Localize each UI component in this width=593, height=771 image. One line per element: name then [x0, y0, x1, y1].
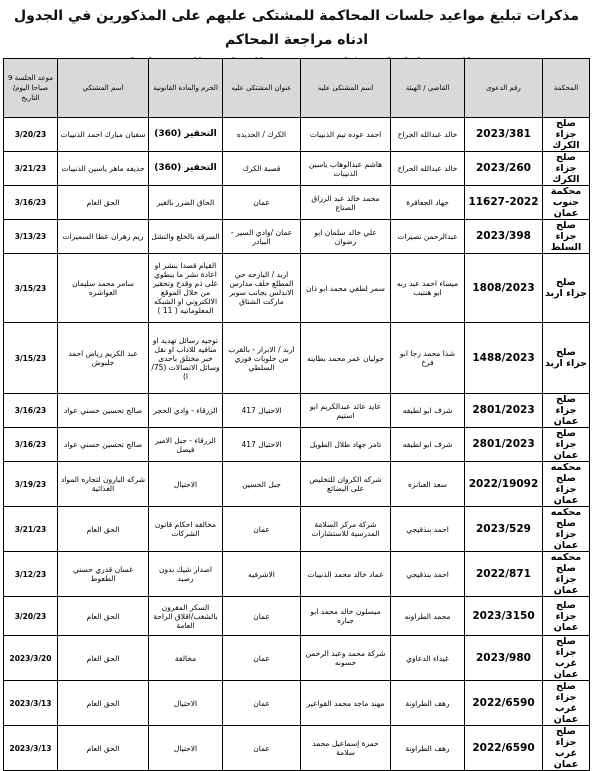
cell-defendant: شركه الكروان للتخليص على البضائع	[301, 462, 391, 507]
cell-complainant: حذيفه ماهر ياسين الذنيبات	[58, 152, 149, 186]
cell-charge: الاحتيال	[149, 681, 223, 726]
cell-court: صلح جزاء الكرك	[543, 152, 590, 186]
header-case-number: رقم الدعوى	[465, 59, 543, 118]
cell-defendant: سمر لطفي محمد ابو ذان	[301, 254, 391, 323]
cell-charge: القيام قصدا بنشر او اعادة نشر ما ينطوي على ذم وقدح وتحقير من خلال الموقع الالكتروني او الشبكه المعلوماتيه ( 11 )	[149, 254, 223, 323]
table-row	[4, 507, 590, 552]
cell-judge: سعد العنانزه	[391, 462, 465, 507]
cell-case-number: 2022/19092	[465, 462, 543, 507]
cell-complainant: صالح تحسين حسني عواد	[58, 428, 149, 462]
cell-charge: الزرقاء - جبل الامير فيصل	[149, 428, 223, 462]
cell-court: محكمه صلح جزاء عمان	[543, 462, 590, 507]
cell-court: صلح جزاء عمان	[543, 597, 590, 636]
cell-date: 2023/3/13	[4, 726, 58, 771]
cell-charge: الزرقاء - وادي الحجر	[149, 394, 223, 428]
cell-case-number: 2023/381	[465, 118, 543, 152]
table-body	[4, 118, 590, 771]
cell-judge: ميساء احمد عبد ربه ابو هنتيب	[391, 254, 465, 323]
cell-judge: شذا محمد رجا ابو فرخ	[391, 323, 465, 394]
cell-court: صلح جزاء اربد	[543, 254, 590, 323]
table-header-row	[4, 59, 590, 118]
cell-defendant: هاشم عبدالوهاب ياسين الذنيبات	[301, 152, 391, 186]
cell-case-number: 2023/260	[465, 152, 543, 186]
cell-address: عمان	[223, 636, 301, 681]
cell-date: 2023/3/13	[4, 681, 58, 726]
cell-charge: السرقه بالخلع والتشل	[149, 220, 223, 254]
header-complainant: اسم المشتكي	[58, 59, 149, 118]
cell-defendant: حمزة إسماعيل محمد سلامة	[301, 726, 391, 771]
cell-case-number: 2023/529	[465, 507, 543, 552]
title-line-1: مذكرات تبليغ مواعيد جلسات المحاكمة للمشتكى عليهم على المذكورين في الجدول ادناه مراجعة المحاكم	[13, 8, 580, 48]
cell-charge: مخالفة	[149, 636, 223, 681]
cell-complainant: ريم زهران عطا السميرات	[58, 220, 149, 254]
cell-charge: التحقير (360)	[149, 152, 223, 186]
cell-case-number: 2023/980	[465, 636, 543, 681]
cell-defendant: علي خالد سلمان ابو رضوان	[301, 220, 391, 254]
cell-case-number: 2023/398	[465, 220, 543, 254]
cell-judge: رهف الطراونة	[391, 726, 465, 771]
cell-case-number: 2023/3150	[465, 597, 543, 636]
cell-date: 3/16/23	[4, 186, 58, 220]
cell-address: اربد / الابرار - بالقرب من حلويات فوزي السلطي	[223, 323, 301, 394]
cell-court: صلح جزاء عمان	[543, 394, 590, 428]
cell-address: الاحتيال 417	[223, 428, 301, 462]
cell-court: محكمه صلح جزاء عمان	[543, 552, 590, 597]
cell-case-number: 2022/6590	[465, 681, 543, 726]
cell-date: 3/19/23	[4, 462, 58, 507]
cell-date: 3/15/23	[4, 254, 58, 323]
cell-address: عمان	[223, 726, 301, 771]
cell-charge: التحقير (360)	[149, 118, 223, 152]
header-court: المحكمة	[543, 59, 590, 118]
cell-complainant: الحق العام	[58, 186, 149, 220]
cell-court: محكمة جنوب عمان	[543, 186, 590, 220]
cell-judge: شرف ابو لطيفه	[391, 428, 465, 462]
cell-date: 3/15/23	[4, 323, 58, 394]
cell-charge: السكر المقرون بالشغب/اقلاق الراحة العامة	[149, 597, 223, 636]
cell-address: الاشرفيه	[223, 552, 301, 597]
cell-defendant: عايد عائد عبدالكريم ابو استيم	[301, 394, 391, 428]
header-address: عنوان المشتكى عليه	[223, 59, 301, 118]
cell-case-number: 2801/2023	[465, 428, 543, 462]
cell-date: 3/20/23	[4, 118, 58, 152]
cell-address: عمان	[223, 597, 301, 636]
table-row	[4, 152, 590, 186]
cell-judge: غيداء الدعاوي	[391, 636, 465, 681]
cell-case-number: 2022/6590	[465, 726, 543, 771]
cell-charge: مخالفه احكام قانون الشركات	[149, 507, 223, 552]
cell-charge: توجيه رسائل تهديد او منافيه للاداب او نقل خبر مختلق باحدى وسائل الاتصالات (75/ا)	[149, 323, 223, 394]
cell-defendant: شركة محمد وعبد الرحمن حسونه	[301, 636, 391, 681]
cell-address: عمان	[223, 681, 301, 726]
cell-complainant: الحق العام	[58, 597, 149, 636]
cell-court: محكمه صلح جزاء عمان	[543, 507, 590, 552]
cell-judge: رهف الطراونة	[391, 681, 465, 726]
cell-date: 3/21/23	[4, 507, 58, 552]
cell-judge: احمد بنذقيجي	[391, 552, 465, 597]
cell-defendant: تامر جهاد طلال الطويل	[301, 428, 391, 462]
cell-judge: جهاد الجعافرة	[391, 186, 465, 220]
cell-defendant: مهند ماجد محمد الفواعير	[301, 681, 391, 726]
cell-address: عمان	[223, 507, 301, 552]
cell-case-number: 1808/2023	[465, 254, 543, 323]
header-date: موعد الجلسة 9 صباحا اليوم/التاريخ	[4, 59, 58, 118]
table-row	[4, 681, 590, 726]
cell-case-number: 1488/2023	[465, 323, 543, 394]
header-defendant: اسم المشتكى عليه	[301, 59, 391, 118]
table-row	[4, 597, 590, 636]
cell-court: صلح جزاء اربد	[543, 323, 590, 394]
cell-complainant: الحق العام	[58, 636, 149, 681]
cell-date: 3/16/23	[4, 428, 58, 462]
cell-defendant: جوليان عمر محمد بطاينه	[301, 323, 391, 394]
cell-defendant: عماد خالد محمد الذنيبات	[301, 552, 391, 597]
cell-judge: شرف ابو لطيفه	[391, 394, 465, 428]
cell-address: جبل الحسين	[223, 462, 301, 507]
table-row	[4, 323, 590, 394]
cell-case-number: 11627-2022	[465, 186, 543, 220]
cell-defendant: ميسلون خالد محمد ابو جباره	[301, 597, 391, 636]
table-row	[4, 636, 590, 681]
cell-complainant: عبد الكريم رياض احمد جلبوش	[58, 323, 149, 394]
cell-date: 3/20/23	[4, 597, 58, 636]
cell-judge: خالد عبدالله الجراح	[391, 152, 465, 186]
cell-address: عمان /وادي السير - البيادر	[223, 220, 301, 254]
cell-judge: محمد الطراونه	[391, 597, 465, 636]
cell-complainant: صالح تحسين حسني عواد	[58, 394, 149, 428]
cell-defendant: محمد خالد عبد الرزاق الصناع	[301, 186, 391, 220]
cell-charge: اصدار شيك بدون رصيد	[149, 552, 223, 597]
cell-date: 3/16/23	[4, 394, 58, 428]
header-charge: الجرم والمادة القانونية	[149, 59, 223, 118]
table-row	[4, 726, 590, 771]
cell-court: صلح جزاء عمان	[543, 428, 590, 462]
cell-address: الاحتيال 417	[223, 394, 301, 428]
table-row	[4, 186, 590, 220]
page-title	[4, 4, 589, 56]
cell-case-number: 2801/2023	[465, 394, 543, 428]
cell-address: الكرك / الجديده	[223, 118, 301, 152]
table-row	[4, 428, 590, 462]
cell-charge: الاحتيال	[149, 462, 223, 507]
table-row	[4, 552, 590, 597]
cell-complainant: الحق العام	[58, 681, 149, 726]
table-row	[4, 254, 590, 323]
cell-court: صلح جزاء غرب عمان	[543, 636, 590, 681]
cell-court: صلح جزاء غرب عمان	[543, 726, 590, 771]
cell-complainant: سامر محمد سليمان العواشره	[58, 254, 149, 323]
cell-case-number: 2022/871	[465, 552, 543, 597]
cell-judge: احمد بنذقيجي	[391, 507, 465, 552]
cell-date: 3/21/23	[4, 152, 58, 186]
cell-charge: الحاق الضرر بالغير	[149, 186, 223, 220]
cell-court: صلح جزاء الكرك	[543, 118, 590, 152]
cell-complainant: سفيان مبارك احمد الذنيبات	[58, 118, 149, 152]
cell-complainant: شركه البارون لتجاره المواد الغذائية	[58, 462, 149, 507]
cell-court: صلح جزاء السلط	[543, 220, 590, 254]
cell-defendant: احمد عوده تيم الذنيبات	[301, 118, 391, 152]
cell-charge: الاحتيال	[149, 726, 223, 771]
cell-judge: عبدالرحمن نصيرات	[391, 220, 465, 254]
cell-address: قصبة الكرك	[223, 152, 301, 186]
cell-address: اربد / البارحه حي المطلع خلف مدارس الاندلس بجانب سوبر ماركت الشتاق	[223, 254, 301, 323]
cell-court: صلح جزاء غرب عمان	[543, 681, 590, 726]
cell-complainant: الحق العام	[58, 726, 149, 771]
cell-defendant: شركة مركز السلامة المدرسية للاستشارات	[301, 507, 391, 552]
cell-date: 2023/3/20	[4, 636, 58, 681]
cell-judge: خالد عبدالله الجراح	[391, 118, 465, 152]
cell-date: 3/13/23	[4, 220, 58, 254]
header-judge: القاضي / الهيئة	[391, 59, 465, 118]
table-row	[4, 118, 590, 152]
cell-date: 3/12/23	[4, 552, 58, 597]
cell-complainant: الحق العام	[58, 507, 149, 552]
cell-complainant: غسان قدري حسني الطعوط	[58, 552, 149, 597]
hearings-table	[3, 58, 590, 771]
cell-address: عمان	[223, 186, 301, 220]
table-row	[4, 220, 590, 254]
table-row	[4, 462, 590, 507]
table-row	[4, 394, 590, 428]
